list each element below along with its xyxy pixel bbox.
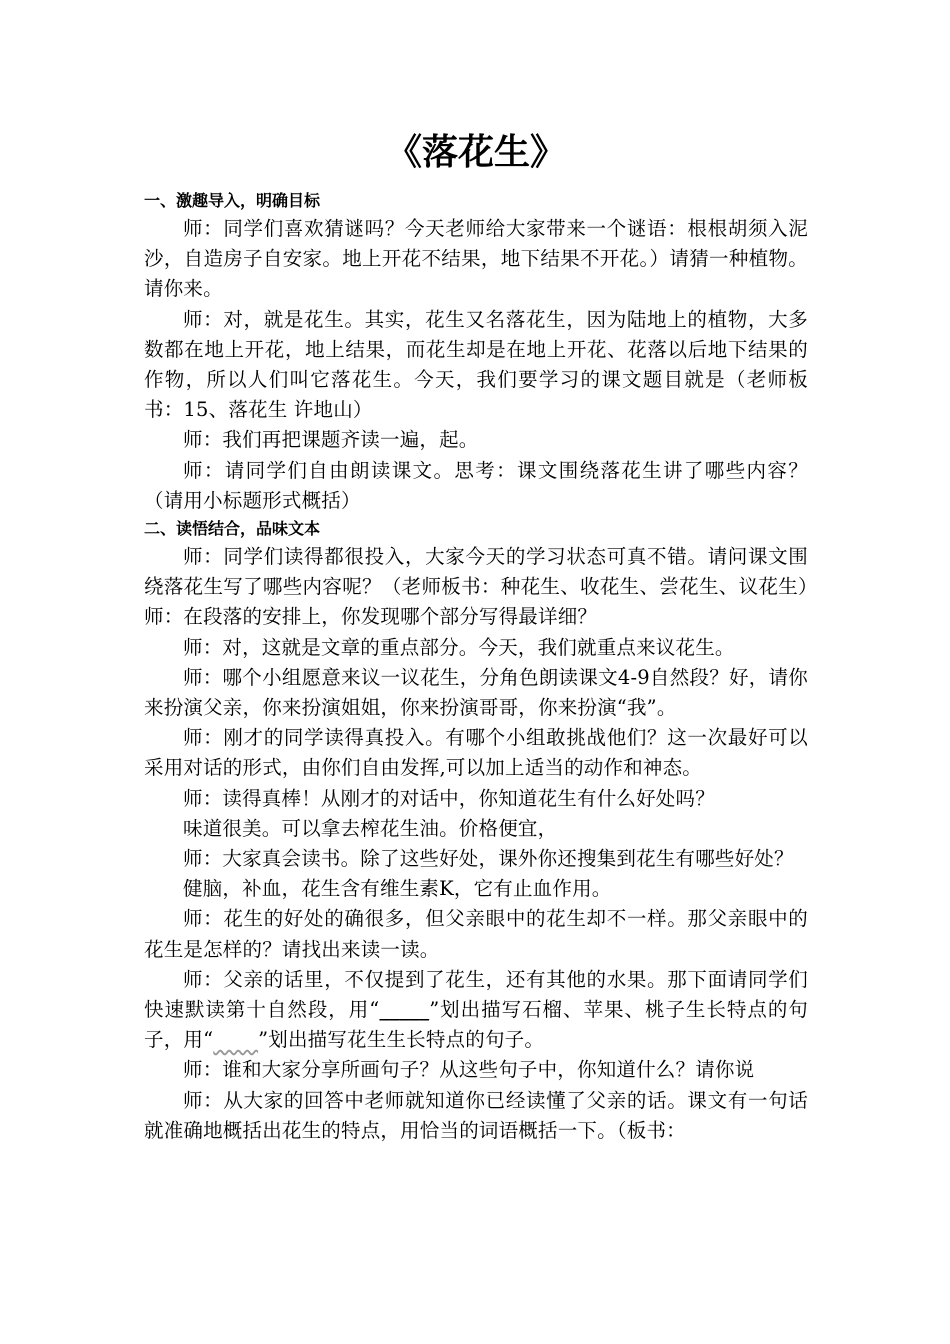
- paragraph: 师：请同学们自由朗读课文。思考：课文围绕落花生讲了哪些内容？（请用小标题形式概括）: [144, 458, 808, 512]
- paragraph-underline-instructions: [144, 965, 808, 1056]
- paragraph: 味道很美。可以拿去榨花生油。价格便宜，: [183, 816, 558, 840]
- solid-underline-sample: _____: [379, 998, 430, 1022]
- paragraph: 师：同学们读得都很投入，大家今天的学习状态可真不错。请问课文围绕落花生写了哪些内容呢？（老师板书：种花生、收花生、尝花生、议花生）师：在段落的安排上，你发现哪个部分写得最详细？: [144, 545, 808, 629]
- text-segment: 师：父亲的话里，不仅提到了花生，还有其他的水果。那下面请同学们快速默读第十自然段，用“: [144, 967, 808, 1022]
- paragraph: 师：对，就是花生。其实，花生又名落花生，因为陆地上的植物，大多数都在地上开花，地上结果，而花生却是在地上开花、花落以后地下结果的作物，所以人们叫它落花生。今天，我们要学习的课文题目就是（老师板书：15、落花生 许地山）: [144, 307, 808, 422]
- section-heading-2: 二、读悟结合，品味文本: [144, 519, 321, 539]
- paragraph: 师：读得真棒！从刚才的对话中，你知道花生有什么好处吗？: [183, 786, 715, 810]
- paragraph: 师：大家真会读书。除了这些好处，课外你还搜集到花生有哪些好处？: [183, 847, 794, 871]
- document-title: 《落花生》: [385, 132, 566, 173]
- paragraph: 师：哪个小组愿意来议一议花生，分角色朗读课文4-9自然段？好，请你来扮演父亲，你来扮演姐姐，你来扮演哥哥，你来扮演“我”。: [144, 665, 808, 720]
- paragraph: 师：对，这就是文章的重点部分。今天，我们就重点来议花生。: [183, 635, 735, 659]
- section-heading-1: 一、激趣导入，明确目标: [144, 191, 321, 210]
- paragraph: 师：花生的好处的确很多，但父亲眼中的花生却不一样。那父亲眼中的花生是怎样的？请找出来读一读。: [144, 907, 808, 961]
- paragraph: 师：从大家的回答中老师就知道你已经读懂了父亲的话。课文有一句话就准确地概括出花生的特点，用恰当的词语概括一下。（板书：: [144, 1088, 808, 1142]
- document-page: [144, 128, 808, 1146]
- paragraph: 师：同学们喜欢猜谜吗？今天老师给大家带来一个谜语：根根胡须入泥沙，自造房子自安家。地上开花不结果，地下结果不开花。）请猜一种植物。请你来。: [144, 217, 808, 301]
- paragraph: 师：刚才的同学读得真投入。有哪个小组敢挑战他们？这一次最好可以采用对话的形式，由你们自由发挥,可以加上适当的动作和神态。: [144, 726, 808, 780]
- text-segment: ”划出描写石榴、苹果、桃子生长特点的句子，用“: [144, 998, 808, 1052]
- paragraph: 健脑，补血，花生含有维生素K，它有止血作用。: [183, 877, 612, 901]
- text-segment: ”划出描写花生生长特点的句子。: [258, 1028, 545, 1052]
- wavy-underline-sample: [213, 1028, 258, 1051]
- paragraph: 师：我们再把课题齐读一遍，起。: [183, 428, 479, 452]
- paragraph: 师：谁和大家分享所画句子？从这些句子中，你知道什么？请你说: [183, 1058, 755, 1082]
